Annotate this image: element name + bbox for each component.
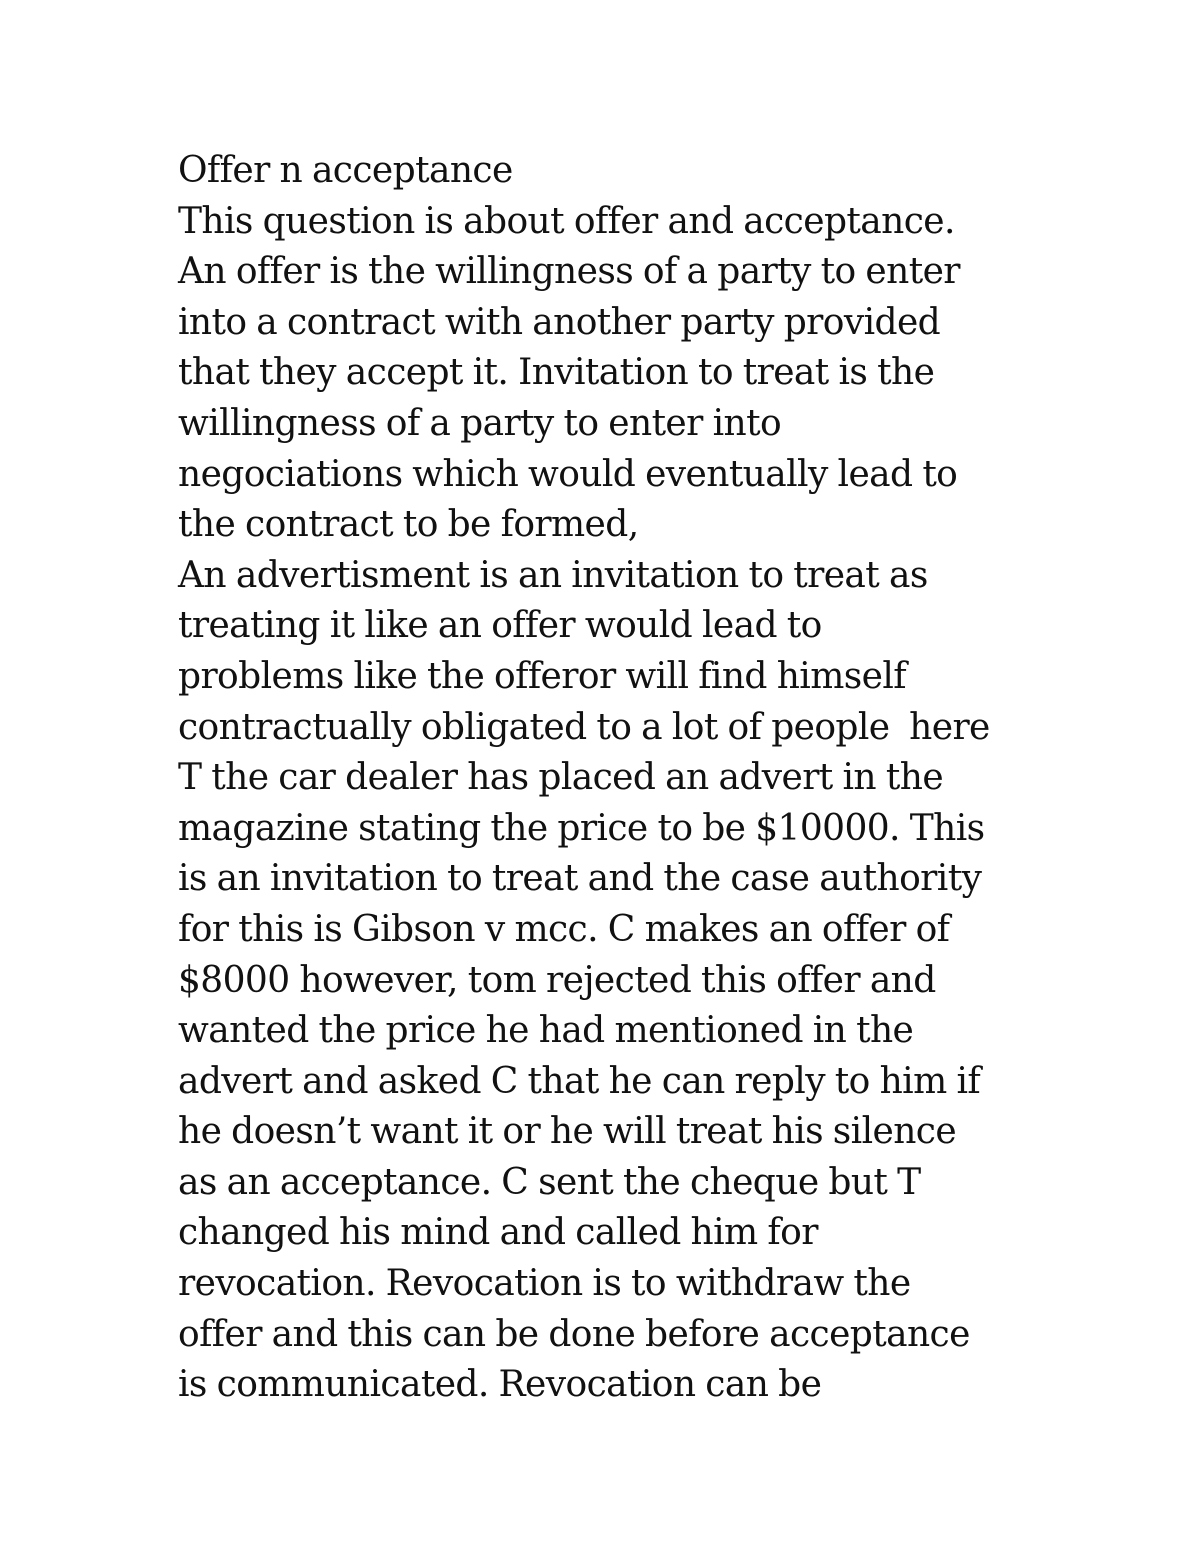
text-line: willingness of a party to enter into [178, 402, 782, 444]
text-line: An advertisment is an invitation to treat as [178, 554, 928, 596]
text-line: revocation. Revocation is to withdraw the [178, 1263, 911, 1305]
text-line: contractually obligated to a lot of people here [178, 706, 990, 748]
text-line: treating it like an offer would lead to [178, 605, 822, 647]
text-line: as an acceptance. C sent the cheque but T [178, 1161, 921, 1203]
text-line: problems like the offeror will find himself [178, 655, 906, 697]
text-line: offer and this can be done before acceptance [178, 1313, 970, 1355]
text-line: negociations which would eventually lead to [178, 453, 958, 495]
text-line: for this is Gibson v mcc. C makes an offer of [178, 908, 950, 950]
text-line: he doesn’t want it or he will treat his silence [178, 1111, 957, 1153]
text-line: advert and asked C that he can reply to him if [178, 1060, 981, 1102]
text-line: is communicated. Revocation can be [178, 1364, 822, 1406]
document-body [178, 146, 1078, 1411]
text-line: the contract to be formed, [178, 504, 639, 546]
text-line: $8000 however, tom rejected this offer and [178, 959, 936, 1001]
text-line: wanted the price he had mentioned in the [178, 1010, 914, 1052]
text-line: into a contract with another party provided [178, 301, 941, 343]
text-line: This question is about offer and acceptance. [178, 200, 955, 242]
text-line: changed his mind and called him for [178, 1212, 818, 1254]
text-line: is an invitation to treat and the case authority [178, 858, 982, 900]
text-line: T the car dealer has placed an advert in the [178, 757, 944, 799]
text-line: that they accept it. Invitation to treat is the [178, 352, 935, 394]
text-line: magazine stating the price to be $10000. This [178, 807, 985, 849]
text-line: An offer is the willingness of a party to enter [178, 251, 960, 293]
document-title-line: Offer n acceptance [178, 150, 513, 191]
